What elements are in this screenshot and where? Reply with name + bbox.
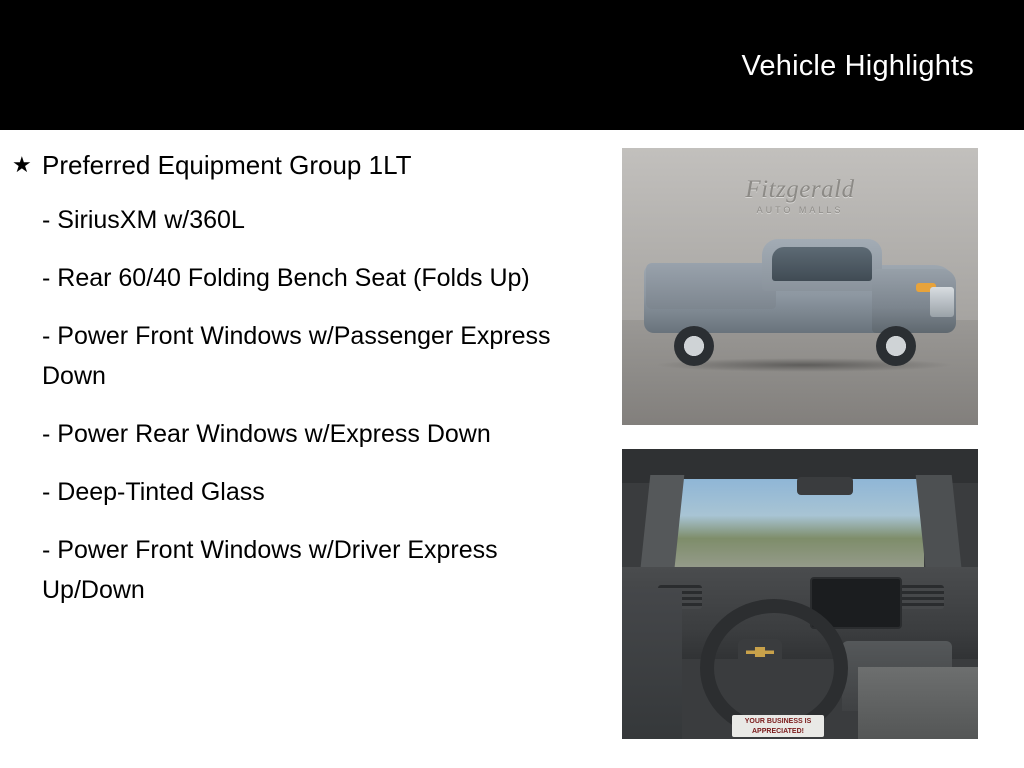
dealer-logo-subtext: AUTO MALLS xyxy=(756,205,844,215)
vehicle-exterior-photo xyxy=(622,148,978,425)
list-item: - SiriusXM w/360L xyxy=(42,206,245,234)
truck-front-wheel xyxy=(876,326,916,366)
vehicle-photos xyxy=(622,148,978,739)
dealer-plate: YOUR BUSINESS IS APPRECIATED! xyxy=(732,715,824,737)
list-item: - Rear 60/40 Folding Bench Seat (Folds Up) xyxy=(42,264,530,292)
star-icon: ★ xyxy=(12,152,32,177)
dealer-logo xyxy=(622,176,978,215)
passenger-seat xyxy=(858,667,978,739)
slide-content xyxy=(0,130,1024,768)
list-item: - Power Rear Windows w/Express Down xyxy=(42,420,491,448)
feature-main-label: Preferred Equipment Group 1LT xyxy=(42,150,412,180)
interior-windshield xyxy=(668,479,924,575)
list-item: - Power Front Windows w/Passenger Express Down xyxy=(42,322,551,390)
truck-windows xyxy=(772,247,872,281)
vehicle-interior-photo xyxy=(622,449,978,739)
truck-grille xyxy=(930,287,954,317)
truck-rear-wheel xyxy=(674,326,714,366)
truck-bed xyxy=(646,263,776,309)
rearview-mirror xyxy=(797,477,853,495)
air-vent-right xyxy=(900,585,944,609)
dealer-logo-text: Fitzgerald xyxy=(745,176,855,203)
header-bar xyxy=(0,0,1024,130)
list-item: - Deep-Tinted Glass xyxy=(42,478,265,506)
page-title: Vehicle Highlights xyxy=(741,50,974,82)
list-item: - Power Front Windows w/Driver Express Up/Down xyxy=(42,536,498,604)
feature-main-row xyxy=(0,148,600,182)
driver-door-panel xyxy=(622,589,682,739)
features-list xyxy=(0,130,600,610)
truck-illustration xyxy=(644,243,956,368)
